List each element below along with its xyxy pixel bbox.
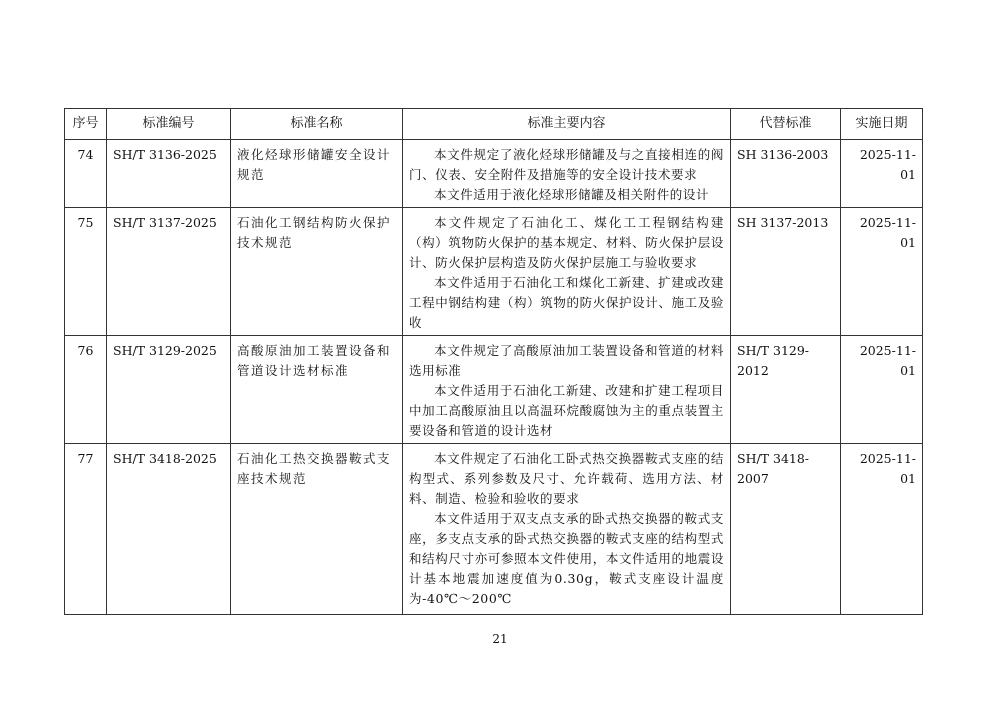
row-content: [403, 208, 731, 336]
row-seq: 76: [65, 336, 107, 444]
header-content: 标准主要内容: [403, 109, 731, 140]
row-replaces: SH/T 3129-2012: [731, 336, 841, 444]
row-name: 液化烃球形储罐安全设计规范: [231, 140, 403, 208]
content-paragraph: 本文件规定了石油化工卧式热交换器鞍式支座的结构型式、系列参数及尺寸、允许载荷、选用方法、材料、制造、检验和验收的要求: [409, 451, 724, 506]
row-seq: 75: [65, 208, 107, 336]
table-row: [65, 336, 923, 444]
row-code: SH/T 3136-2025: [107, 140, 231, 208]
row-code: SH/T 3418-2025: [107, 444, 231, 615]
standards-table: [64, 108, 923, 615]
row-seq: 74: [65, 140, 107, 208]
header-replaces: 代替标准: [731, 109, 841, 140]
row-code: SH/T 3129-2025: [107, 336, 231, 444]
table-row: [65, 208, 923, 336]
header-name: 标准名称: [231, 109, 403, 140]
row-seq: 77: [65, 444, 107, 615]
table-header-row: [65, 109, 923, 140]
row-name: 石油化工热交换器鞍式支座技术规范: [231, 444, 403, 615]
row-date: 2025-11-01: [841, 444, 923, 615]
content-paragraph: 本文件适用于液化烃球形储罐及相关附件的设计: [434, 187, 710, 202]
row-replaces: SH 3137-2013: [731, 208, 841, 336]
header-seq: 序号: [65, 109, 107, 140]
content-paragraph: 本文件规定了高酸原油加工装置设备和管道的材料选用标准: [409, 343, 724, 378]
content-paragraph: 本文件规定了液化烃球形储罐及与之直接相连的阀门、仪表、安全附件及措施等的安全设计技术要求: [409, 147, 724, 182]
content-paragraph: 本文件适用于石油化工新建、改建和扩建工程项目中加工高酸原油且以高温环烷酸腐蚀为主的重点装置主要设备和管道的设计选材: [409, 383, 724, 438]
row-content: [403, 336, 731, 444]
header-code: 标准编号: [107, 109, 231, 140]
content-paragraph: 本文件规定了石油化工、煤化工工程钢结构建（构）筑物防火保护的基本规定、材料、防火保护层设计、防火保护层构造及防火保护层施工与验收要求: [409, 215, 724, 270]
row-date: 2025-11-01: [841, 140, 923, 208]
row-name: 高酸原油加工装置设备和管道设计选材标准: [231, 336, 403, 444]
row-content: [403, 444, 731, 615]
row-content: [403, 140, 731, 208]
table-row: [65, 444, 923, 615]
page-number: 21: [492, 632, 508, 646]
row-code: SH/T 3137-2025: [107, 208, 231, 336]
header-date: 实施日期: [841, 109, 923, 140]
content-paragraph: 本文件适用于石油化工和煤化工新建、扩建或改建工程中钢结构建（构）筑物的防火保护设计、施工及验收: [409, 275, 724, 330]
row-date: 2025-11-01: [841, 208, 923, 336]
row-name: 石油化工钢结构防火保护技术规范: [231, 208, 403, 336]
row-replaces: SH 3136-2003: [731, 140, 841, 208]
table-row: [65, 140, 923, 208]
row-date: 2025-11-01: [841, 336, 923, 444]
content-paragraph: 本文件适用于双支点支承的卧式热交换器的鞍式支座，多支点支承的卧式热交换器的鞍式支座的结构型式和结构尺寸亦可参照本文件使用，本文件适用的地震设计基本地震加速度值为0.30g，鞍式支座设计温度为-40℃～200℃: [409, 511, 724, 606]
row-replaces: SH/T 3418-2007: [731, 444, 841, 615]
